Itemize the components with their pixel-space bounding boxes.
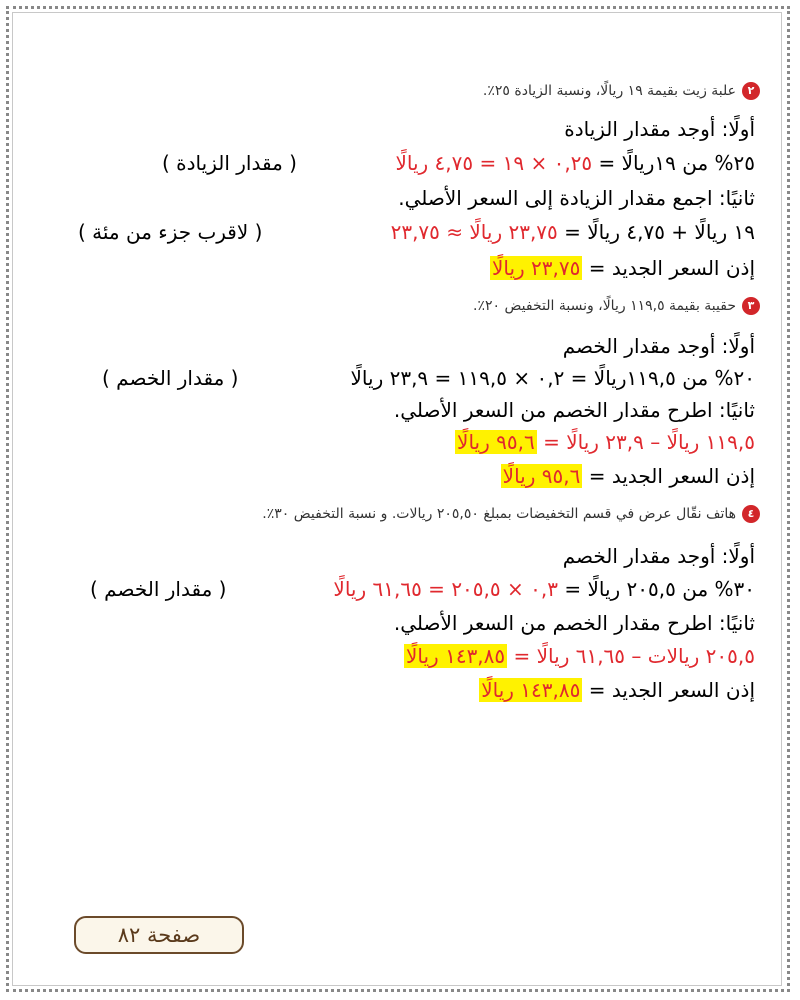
problem-3-calc2: ١١٩,٥ ريالًا – ٢٣,٩ ريالًا = ٩٥,٦ ريالًا: [457, 430, 755, 454]
page-number-label: صفحة ٨٢: [74, 916, 244, 954]
problem-3-calc1: ٢٠% من ١١٩,٥ريالًا = ٠,٢ × ١١٩,٥ = ٢٣,٩ ريالًا ( مقدار الخصم ): [40, 362, 755, 394]
result-highlight: ٩٥,٦ ريالًا: [502, 464, 581, 488]
problem-2-calc2: ١٩ ريالًا + ٤,٧٥ ريالًا = ٢٣,٧٥ ريالًا ≈ ٢٣,٧٥ ( لاقرب جزء من مئة ): [40, 216, 755, 248]
problem-2-step1: أولًا: أوجد مقدار الزيادة: [564, 117, 755, 141]
problem-2-step2: ثانيًا: اجمع مقدار الزيادة إلى السعر الأصلي.: [398, 186, 755, 210]
problem-4-result: إذن السعر الجديد = ١٤٣,٨٥ ريالًا: [481, 678, 755, 702]
calc-note: ( لاقرب جزء من مئة ): [78, 220, 263, 244]
problem-2-result: إذن السعر الجديد = ٢٣,٧٥ ريالًا: [491, 256, 755, 280]
problem-4-step1: أولًا: أوجد مقدار الخصم: [562, 544, 755, 568]
problem-4-statement: ٤هاتف نقّال عرض في قسم التخفيضات بمبلغ ٢٠٥,٥٠ ريالات. و نسبة التخفيض ٣٠٪.: [40, 505, 760, 523]
problem-4-calc2: ٢٠٥,٥ ريالات – ٦١,٦٥ ريالًا = ١٤٣,٨٥ ريالًا: [405, 644, 755, 668]
problem-3-step2: ثانيًا: اطرح مقدار الخصم من السعر الأصلي.: [393, 398, 755, 422]
calc-note: ( مقدار الزيادة ): [162, 151, 297, 175]
problem-number-badge: ٤: [742, 505, 760, 523]
result-highlight: ١٤٣,٨٥ ريالًا: [405, 644, 506, 668]
problem-3-step1: أولًا: أوجد مقدار الخصم: [562, 334, 755, 358]
problem-number-badge: ٣: [742, 297, 760, 315]
problem-3-statement: ٣حقيبة بقيمة ١١٩,٥ ريالًا، ونسبة التخفيض ٢٠٪.: [40, 297, 760, 315]
result-highlight: ٩٥,٦ ريالًا: [457, 430, 535, 454]
problem-3-result: إذن السعر الجديد = ٩٥,٦ ريالًا: [502, 464, 755, 488]
calc-note: ( مقدار الخصم ): [102, 366, 239, 390]
result-highlight: ٢٣,٧٥ ريالًا: [491, 256, 581, 280]
calc-note: ( مقدار الخصم ): [90, 577, 227, 601]
problem-2-calc1: ٢٥% من ١٩ريالًا = ٠,٢٥ × ١٩ = ٤,٧٥ ريالًا ( مقدار الزيادة ): [40, 147, 755, 179]
result-highlight: ١٤٣,٨٥ ريالًا: [481, 678, 581, 702]
problem-4-step2: ثانيًا: اطرح مقدار الخصم من السعر الأصلي.: [393, 611, 755, 635]
problem-4-calc1: ٣٠% من ٢٠٥,٥ ريالًا = ٠,٣ × ٢٠٥,٥ = ٦١,٦٥ ريالًا ( مقدار الخصم ): [40, 573, 755, 605]
problem-number-badge: ٢: [742, 82, 760, 100]
problem-2-statement: ٢علبة زيت بقيمة ١٩ ريالًا، ونسبة الزيادة ٢٥٪.: [40, 82, 760, 100]
